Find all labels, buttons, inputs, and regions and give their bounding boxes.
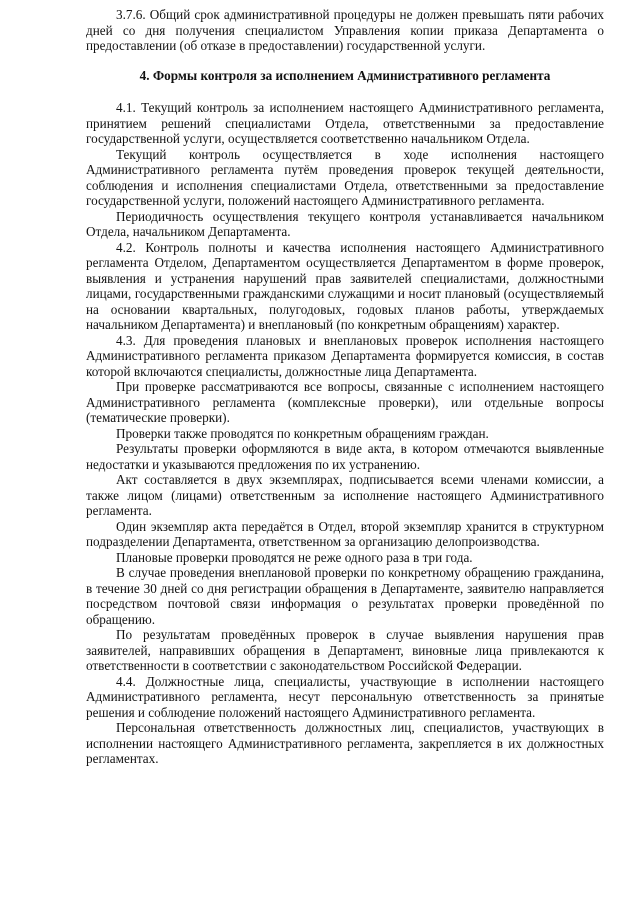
paragraph: Один экземпляр акта передаётся в Отдел, второй экземпляр хранится в структурном подразделении Департамента, ответственном за организацию делопроизводства. [86, 518, 604, 549]
document-page [86, 7, 604, 767]
paragraph: В случае проведения внеплановой проверки по конкретному обращению гражданина, в течение 30 дней со дня регистрации обращения в Департаменте, заявителю направляется посредством почтовой связи информация о результатах проверки проведённой по обращению. [86, 565, 604, 627]
paragraph: Результаты проверки оформляются в виде акта, в котором отмечаются выявленные недостатки и указываются предложения по их устранению. [86, 441, 604, 472]
paragraph: Периодичность осуществления текущего контроля устанавливается начальником Отдела, начальником Департамента. [86, 208, 604, 239]
paragraph: Плановые проверки проводятся не реже одного раза в три года. [116, 549, 473, 565]
paragraph: Персональная ответственность должностных лиц, специалистов, участвующих в исполнении настоящего Административного регламента, закрепляется в их должностных регламентах. [86, 720, 604, 766]
paragraph: Текущий контроль осуществляется в ходе исполнения настоящего Административного регламента путём проведения проверок текущей деятельности, соблюдения и исполнения специалистами Отдела, ответственными за предоставление государственной услуги, положений настоящего Административного регламента. [86, 146, 604, 208]
paragraph-4-1: 4.1. Текущий контроль за исполнением настоящего Административного регламента, принятием решений специалистами Отдела, ответственными за предоставление государственной услуги, осуществляется соответственно начальником Отдела. [86, 100, 604, 146]
paragraph: При проверке рассматриваются все вопросы, связанные с исполнением настоящего Административного регламента (комплексные проверки), или отдельные вопросы (тематические проверки). [86, 379, 604, 425]
paragraph-4-2: 4.2. Контроль полноты и качества исполнения настоящего Административного регламента Отделом, Департаментом осуществляется Департаментом в форме проверок, выявления и устранения нарушений прав заявителей специалистами, должностными лицами, государственными гражданскими служащими и носит плановый (осуществляемый на основании квартальных, полугодовых, годовых планов работы, утверждаемых начальником Департамента) и внеплановый (по конкретным обращениям) характер. [86, 239, 604, 332]
paragraph: По результатам проведённых проверок в случае выявления нарушения прав заявителей, направивших обращения в Департамент, виновные лица привлекаются к ответственности в соответствии с законодательством Российской Федерации. [86, 627, 604, 673]
paragraph: Проверки также проводятся по конкретным обращениям граждан. [116, 425, 489, 441]
paragraph: Акт составляется в двух экземплярах, подписывается всеми членами комиссии, а также лицом (лицами) ответственным за исполнение настоящего Административного регламента. [86, 472, 604, 518]
section-heading: 4. Формы контроля за исполнением Административного регламента [139, 67, 551, 83]
paragraph-4-3: 4.3. Для проведения плановых и внеплановых проверок исполнения настоящего Административного регламента приказом Департамента формируется комиссия, в состав которой включаются специалисты, должностные лица Департамента. [86, 332, 604, 379]
paragraph-3-7-6: 3.7.6. Общий срок административной процедуры не должен превышать пяти рабочих дней со дня получения специалистом Управления копии приказа Департамента о предоставлении (об отказе в предоставлении) государственной услуги. [86, 7, 604, 53]
paragraph-4-4: 4.4. Должностные лица, специалисты, участвующие в исполнении настоящего Административного регламента, несут персональную ответственность за принятые решения и соблюдение положений настоящего Административного регламента. [86, 673, 604, 720]
